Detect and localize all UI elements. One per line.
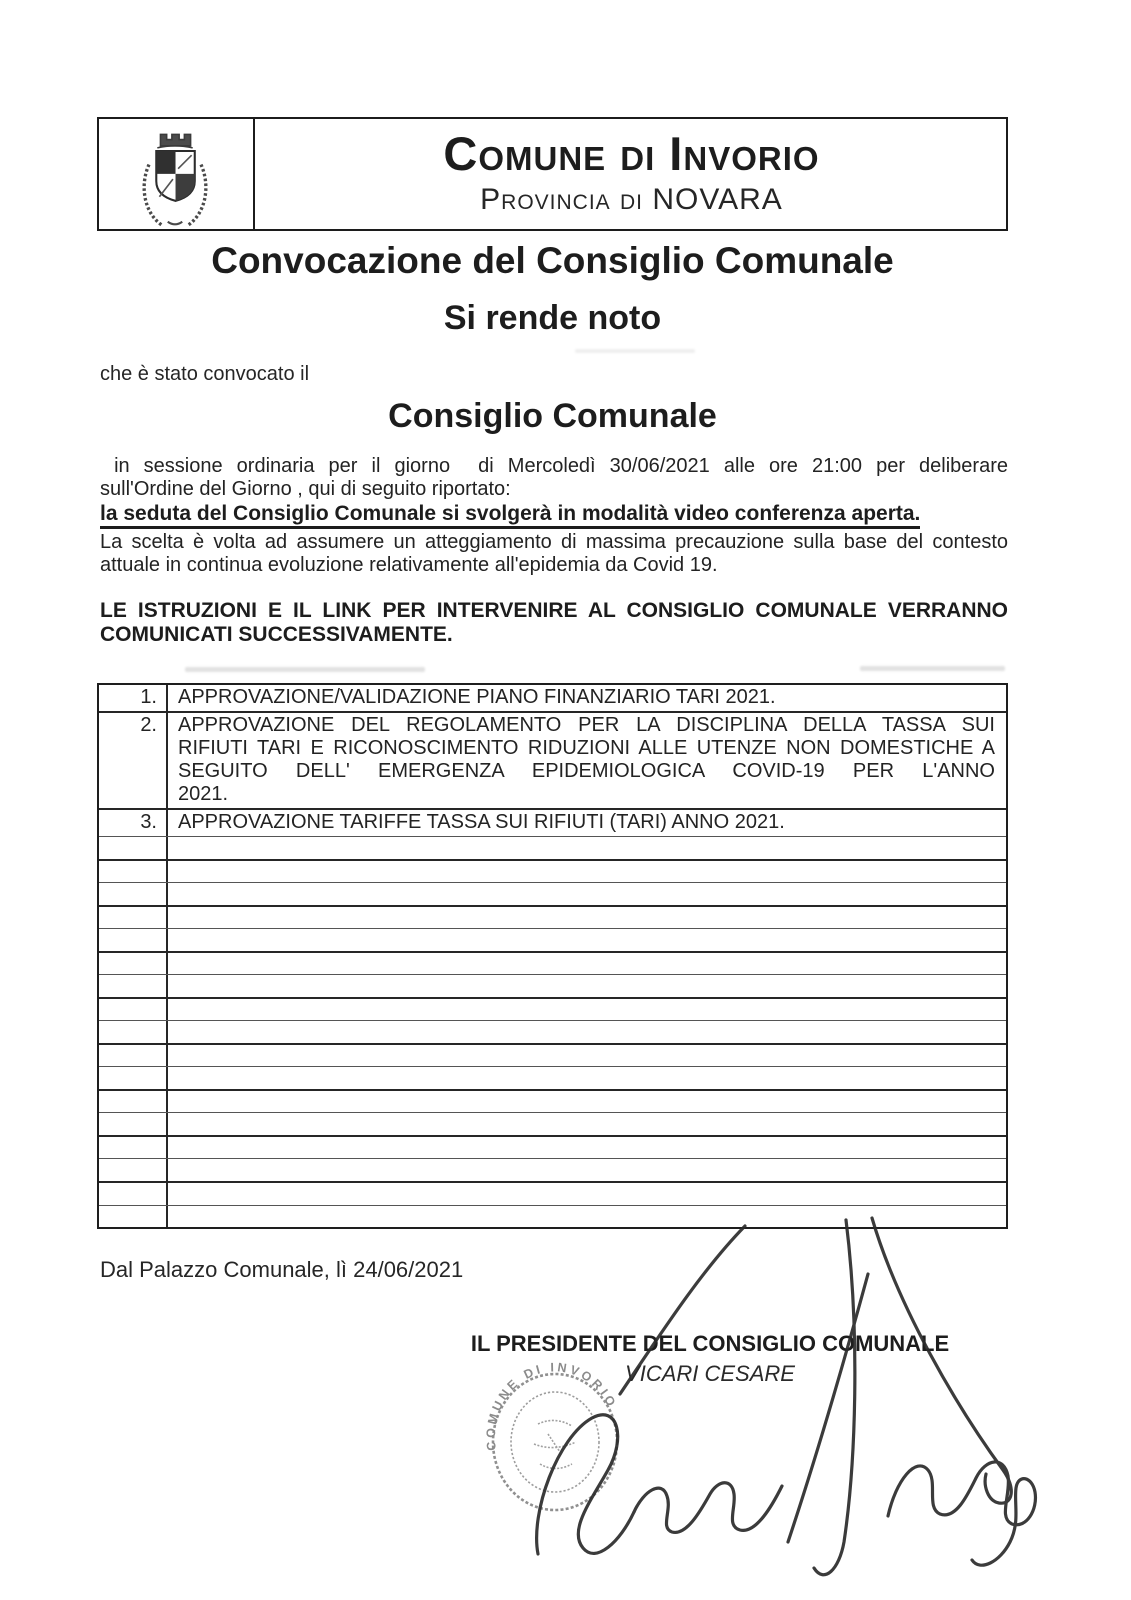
agenda-empty-row [99,1158,1006,1181]
intro-text: che è stato convocato il [100,363,310,385]
agenda-row [99,685,1006,711]
scan-smudge [860,666,1005,671]
mode-notice [100,502,1008,526]
agenda-item-text [168,1067,1006,1089]
agenda-item-number [99,1159,168,1181]
document-title: Convocazione del Consiglio Comunale [211,240,894,281]
agenda-item-number: 1. [99,685,168,711]
agenda-empty-row [99,1181,1006,1205]
agenda-empty-row [99,1112,1006,1135]
agenda-item-number [99,1206,168,1228]
agenda-table [97,683,1008,1229]
agenda-item-number: 3. [99,810,168,836]
text-line: RIFIUTI TARI E RICONOSCIMENTO RIDUZIONI ALLE UTENZE NON DOMESTICHE A [178,737,995,759]
agenda-row [99,808,1006,836]
agenda-item-text [168,861,1006,883]
agenda-empty-row [99,1066,1006,1089]
agenda-item-text [168,1045,1006,1067]
mode-notice-text: la seduta del Consiglio Comunale si svolgerà in modalità video conferenza aperta. [100,502,920,529]
agenda-empty-row [99,1089,1006,1113]
agenda-empty-row [99,928,1006,951]
province-name: Provincia di NOVARA [480,183,783,216]
agenda-empty-row [99,836,1006,859]
notice-heading: Si rende noto [443,299,662,337]
agenda-item-number [99,861,168,883]
agenda-empty-row [99,951,1006,975]
agenda-item-number [99,907,168,929]
agenda-item-number [99,837,168,859]
agenda-row [99,711,1006,808]
agenda-item-number [99,975,168,997]
agenda-item-text [168,1183,1006,1205]
session-paragraph [100,455,1008,501]
agenda-item-text [168,1113,1006,1135]
agenda-item-number [99,1021,168,1043]
agenda-item-number [99,1137,168,1159]
agenda-item-number [99,1091,168,1113]
agenda-item-text [168,837,1006,859]
agenda-item-number [99,929,168,951]
signer-title: IL PRESIDENTE DEL CONSIGLIO COMUNALE [470,1331,950,1356]
agenda-item-number [99,883,168,905]
agenda-empty-row [99,1020,1006,1043]
text-line: sull'Ordine del Giorno , qui di seguito riportato: [100,478,511,500]
agenda-item-text [168,975,1006,997]
agenda-item-text [168,713,1006,808]
agenda-item-number [99,1113,168,1135]
text-line: APPROVAZIONE TARIFFE TASSA SUI RIFIUTI (TARI) ANNO 2021. [178,811,785,833]
instructions-paragraph [100,599,1008,647]
signature-icon [537,1218,1036,1575]
scan-smudge [185,667,425,672]
text-line: 2021. [178,783,229,805]
agenda-item-number [99,1183,168,1205]
agenda-item-text [168,953,1006,975]
agenda-item-number [99,999,168,1021]
signature-overlay [420,1212,1040,1597]
text-line: La scelta è volta ad assumere un atteggiamento di massima precauzione sulla base del contesto [100,531,1008,553]
text-line: in sessione ordinaria per il giorno di Mercoledì 30/06/2021 alle ore 21:00 per deliberare [100,455,1008,477]
municipal-coat-of-arms-icon [134,125,216,229]
text-line: APPROVAZIONE DEL REGOLAMENTO PER LA DISCIPLINA DELLA TASSA SUI [178,714,995,736]
place-date: Dal Palazzo Comunale, lì 24/06/2021 [100,1257,464,1282]
agenda-empty-row [99,974,1006,997]
agenda-item-text [168,1159,1006,1181]
agenda-item-text [168,685,1006,711]
agenda-item-text [168,929,1006,951]
agenda-item-text [168,810,1006,836]
text-line: APPROVAZIONE/VALIDAZIONE PIANO FINANZIARIO TARI 2021. [178,686,776,708]
agenda-empty-row [99,882,1006,905]
text-line: attuale in continua evoluzione relativamente all'epidemia da Covid 19. [100,554,718,576]
agenda-item-text [168,999,1006,1021]
signer-block [430,1331,990,1387]
agenda-empty-row [99,997,1006,1021]
text-line: SEGUITO DELL' EMERGENZA EPIDEMIOLOGICA COVID-19 PER L'ANNO [178,760,995,782]
agenda-item-text [168,907,1006,929]
agenda-empty-row [99,1043,1006,1067]
text-line: COMUNICATI SUCCESSIVAMENTE. [100,623,453,646]
council-heading: Consiglio Comunale [388,397,717,435]
scan-smudge [575,349,695,353]
agenda-empty-row [99,1205,1006,1228]
agenda-item-text [168,1021,1006,1043]
agenda-item-number [99,1045,168,1067]
municipality-name: Comune di Invorio [443,127,820,180]
agenda-item-text [168,883,1006,905]
text-line: LE ISTRUZIONI E IL LINK PER INTERVENIRE AL CONSIGLIO COMUNALE VERRANNO [100,599,1008,622]
agenda-item-text [168,1137,1006,1159]
agenda-item-text [168,1091,1006,1113]
agenda-item-number [99,1067,168,1089]
agenda-empty-row [99,859,1006,883]
agenda-empty-row [99,905,1006,929]
stamp-text: COMUNE DI INVORIO [483,1360,620,1452]
agenda-item-number: 2. [99,713,168,808]
agenda-empty-row [99,1135,1006,1159]
rationale-paragraph [100,531,1008,577]
agenda-item-number [99,953,168,975]
signer-name: VICARI CESARE [625,1361,795,1386]
agenda-item-text [168,1206,1006,1228]
